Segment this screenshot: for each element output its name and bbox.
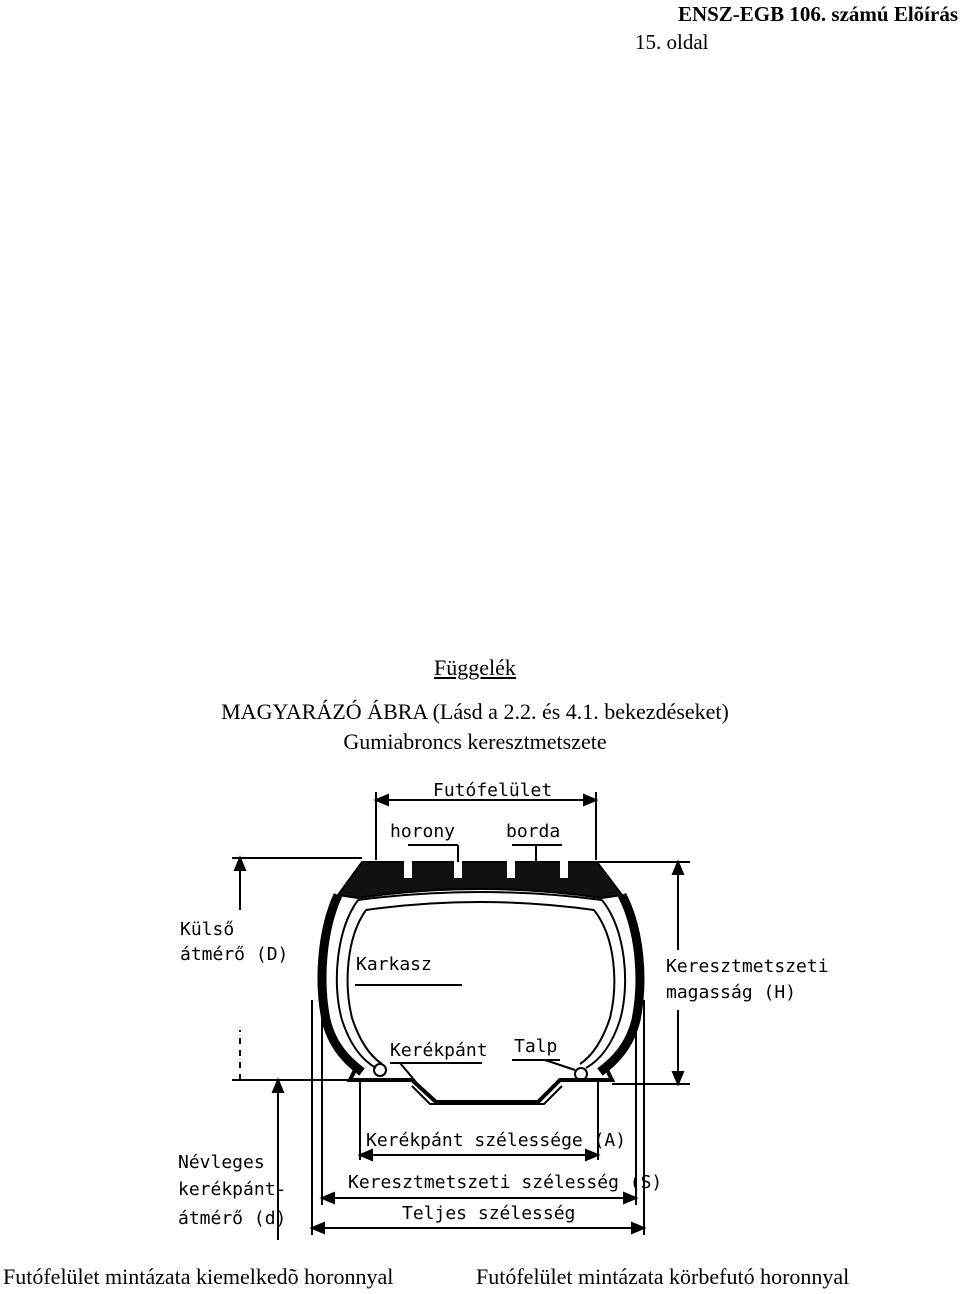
figure-title: MAGYARÁZÓ ÁBRA (Lásd a 2.2. és 4.1. bekezdéseket) bbox=[221, 699, 729, 724]
rim-profile bbox=[350, 1068, 612, 1102]
label-outer-diameter-2: átmérő (D) bbox=[180, 944, 289, 965]
tire-cross-section-diagram bbox=[0, 760, 960, 1260]
left-bead bbox=[374, 1064, 386, 1076]
left-sidewall bbox=[322, 895, 362, 1072]
caption-circumferential-groove: Futófelület mintázata körbefutó horonnyal bbox=[476, 1264, 850, 1289]
label-carcass: Karkasz bbox=[356, 954, 432, 975]
page-number: 15. oldal bbox=[635, 30, 709, 54]
groove-3 bbox=[507, 860, 515, 878]
label-section-height-2: magasság (H) bbox=[666, 982, 797, 1003]
groove-2 bbox=[454, 860, 462, 878]
label-tread: Futófelület bbox=[433, 780, 553, 801]
label-overall-width: Teljes szélesség bbox=[402, 1203, 576, 1224]
document-title: ENSZ-EGB 106. számú Elõírás bbox=[677, 2, 958, 26]
label-outer-diameter-1: Külső bbox=[180, 919, 235, 940]
label-rim: Kerékpánt bbox=[390, 1040, 488, 1061]
label-section-height-1: Keresztmetszeti bbox=[666, 956, 829, 977]
figure-subtitle: Gumiabroncs keresztmetszete bbox=[343, 729, 607, 754]
groove-4 bbox=[560, 860, 568, 878]
diagram-labels bbox=[178, 780, 829, 1229]
label-nominal-rim-1: Névleges bbox=[178, 1152, 265, 1173]
label-nominal-rim-2: kerékpánt- bbox=[178, 1179, 287, 1200]
label-rib: borda bbox=[506, 821, 561, 842]
label-bead: Talp bbox=[514, 1036, 558, 1057]
caption-raised-groove: Futófelület mintázata kiemelkedõ horonnyal bbox=[3, 1264, 394, 1289]
groove-1 bbox=[404, 860, 412, 878]
label-section-width: Keresztmetszeti szélesség (S) bbox=[348, 1172, 663, 1193]
tire-body bbox=[322, 860, 640, 1104]
appendix-heading: Függelék bbox=[434, 655, 516, 680]
label-rim-width: Kerékpánt szélessége (A) bbox=[366, 1130, 627, 1151]
label-groove: horony bbox=[390, 821, 456, 842]
right-sidewall bbox=[600, 895, 640, 1072]
label-nominal-rim-3: átmérő (d) bbox=[178, 1208, 287, 1229]
